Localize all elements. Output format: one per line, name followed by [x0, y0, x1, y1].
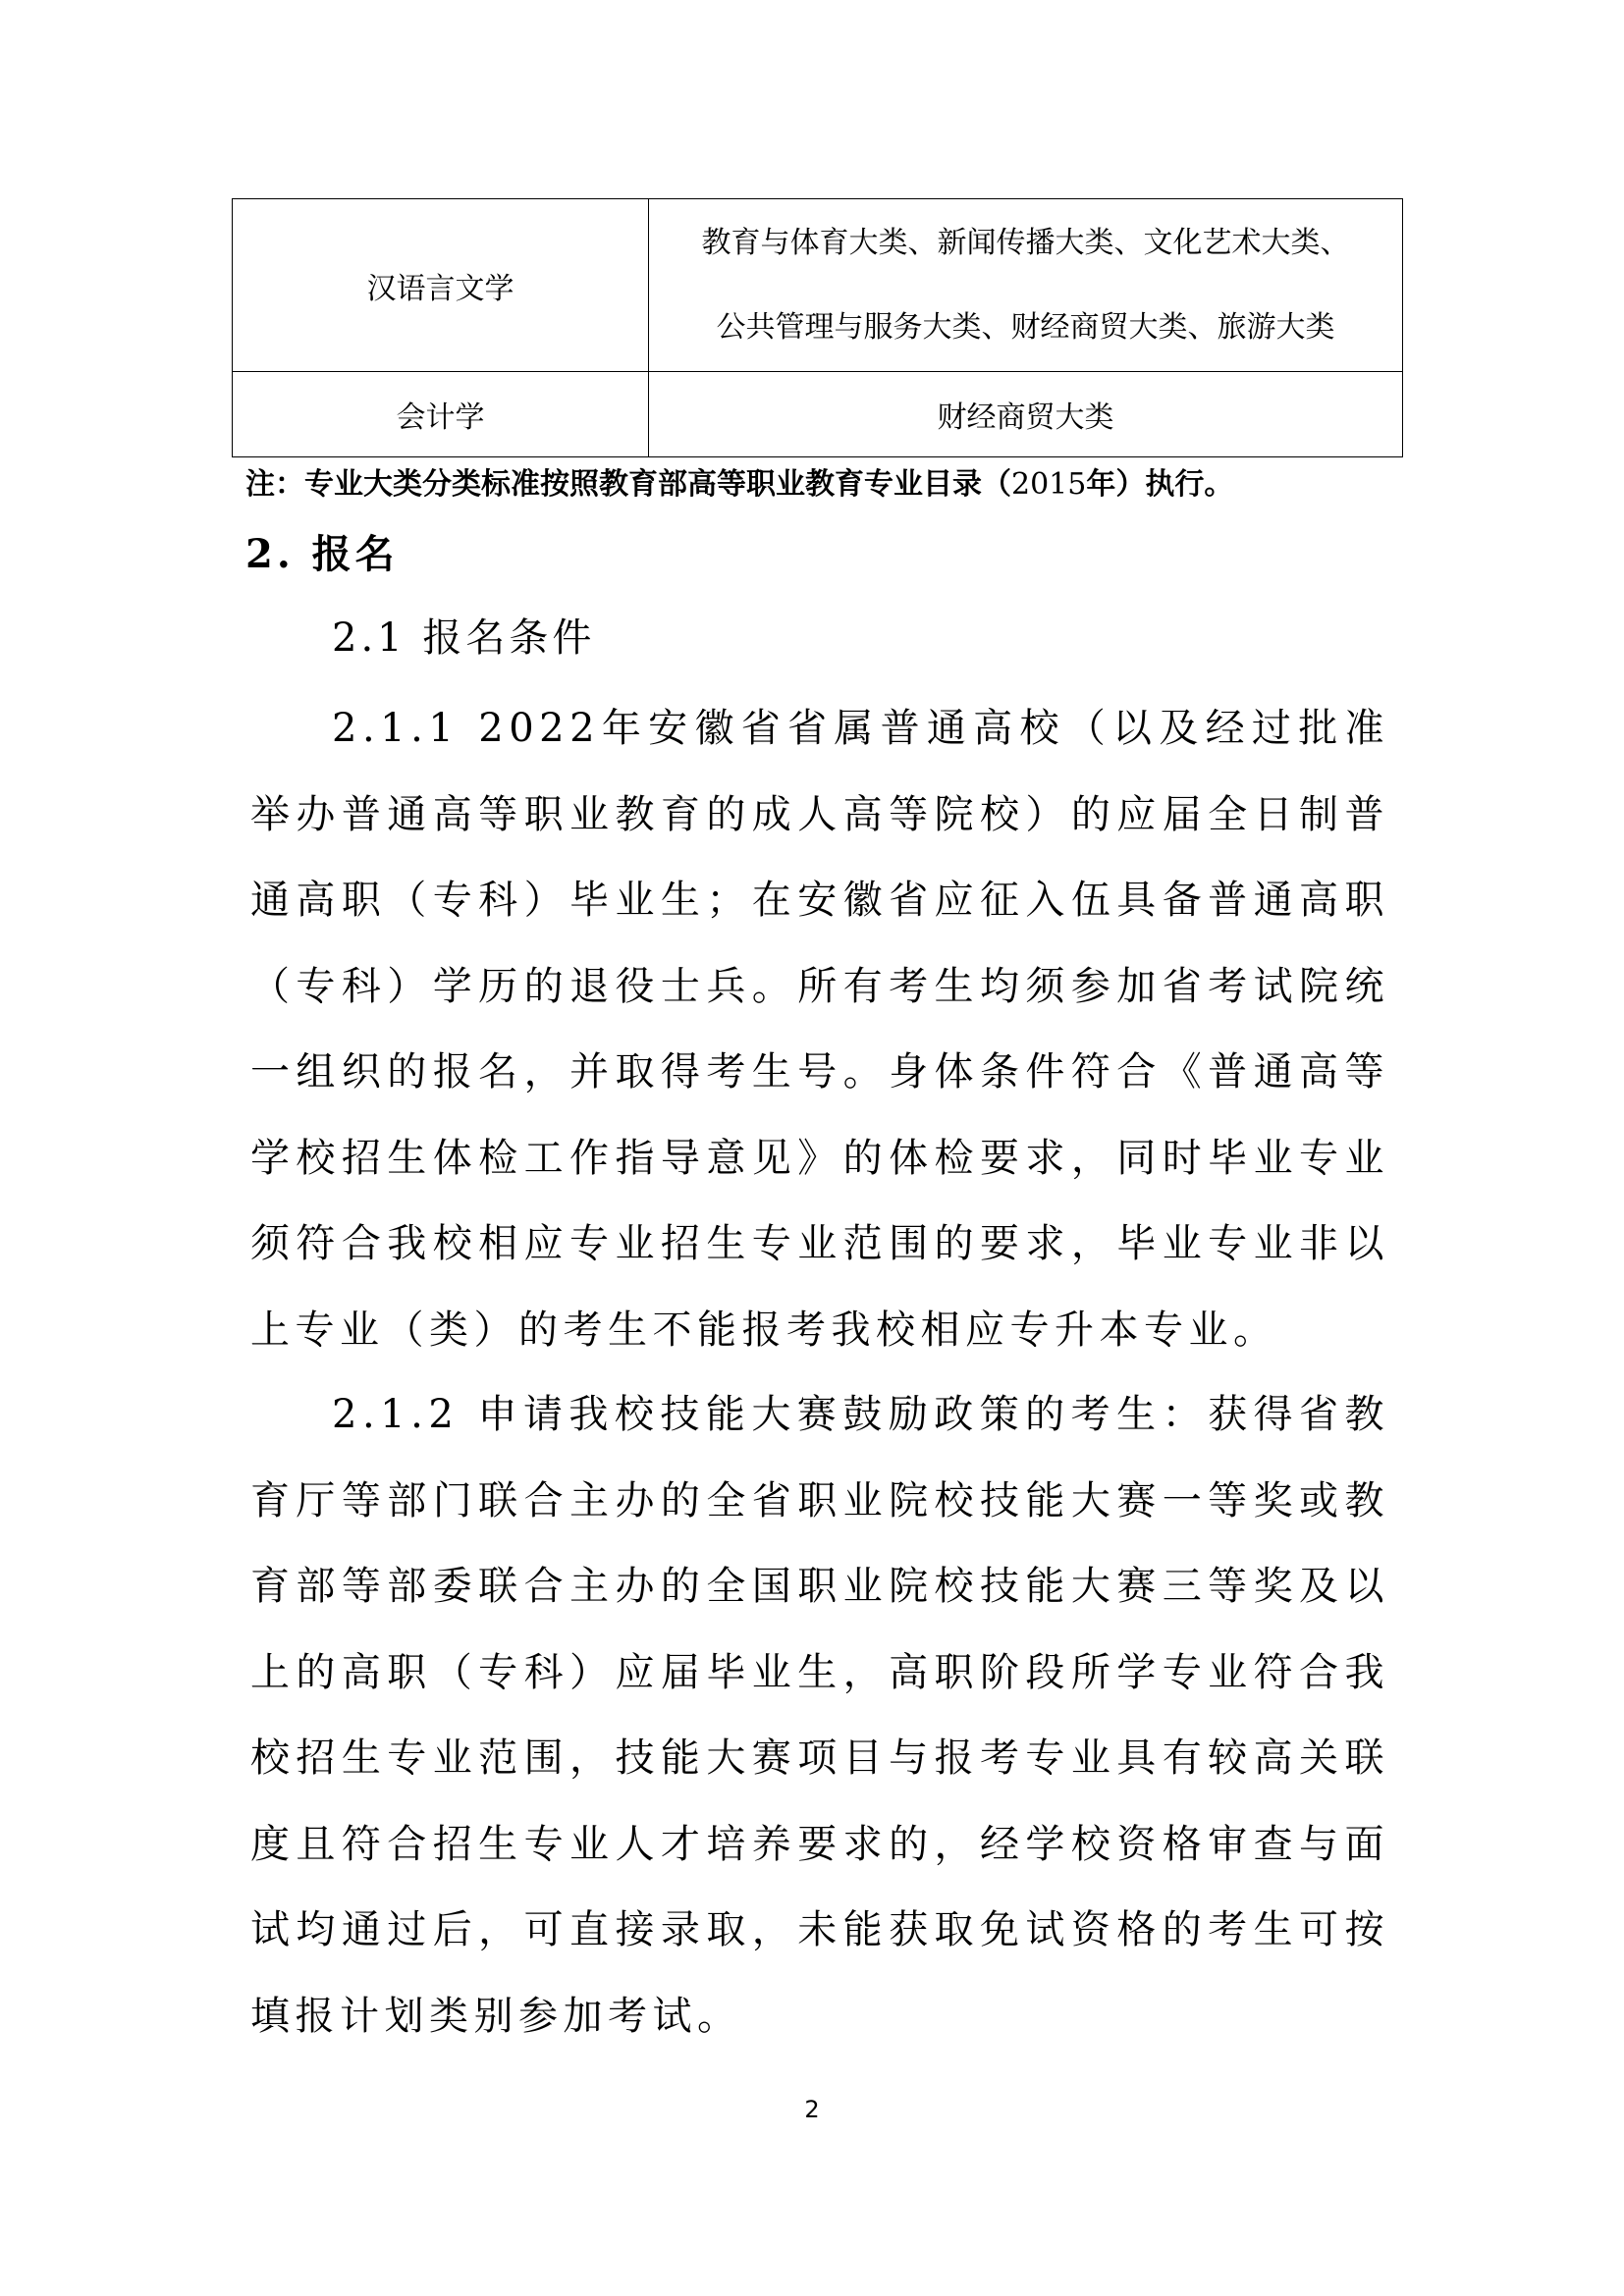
section-heading: 2. 报名 [245, 531, 399, 577]
table-row [233, 199, 1403, 372]
table-row [233, 372, 1403, 457]
note-year: 2015 [1011, 467, 1087, 502]
table-cell-major: 汉语言文学 [233, 199, 649, 372]
category-line: 教育与体育大类、新闻传播大类、文化艺术大类、 [701, 225, 1350, 260]
category-line: 公共管理与服务大类、财经商贸大类、旅游大类 [716, 309, 1335, 345]
table-cell-major: 会计学 [233, 372, 649, 457]
note-text-start: 注：专业大类分类标准按照教育部高等职业教育专业目录（ [245, 467, 1011, 502]
note-text-end: 年）执行。 [1086, 467, 1234, 502]
section-subheading: 2.1 报名条件 [332, 615, 596, 661]
table-cell-categories [649, 372, 1403, 457]
category-line: 财经商贸大类 [937, 400, 1114, 435]
table-cell-categories [649, 199, 1403, 372]
major-category-table [232, 198, 1403, 457]
paragraph: 2.1.1 2022年安徽省省属普通高校（以及经过批准举办普通高等职业教育的成人高等院校）的应届全日制普通高职（专科）毕业生；在安徽省应征入伍具备普通高职（专科）学历的退役士兵。所有考生均须参加省考试院统一组织的报名，并取得考生号。身体条件符合《普通高等学校招生体检工作指导意见》的体检要求，同时毕业专业须符合我校相应专业招生专业范围的要求，毕业专业非以上专业（类）的考生不能报考我校相应专升本专业。 [250, 706, 1389, 1353]
table-note [245, 461, 1233, 508]
paragraph: 2.1.2 申请我校技能大赛鼓励政策的考生：获得省教育厅等部门联合主办的全省职业院校技能大赛一等奖或教育部等部委联合主办的全国职业院校技能大赛三等奖及以上的高职（专科）应届毕业生，高职阶段所学专业符合我校招生专业范围，技能大赛项目与报考专业具有较高关联度且符合招生专业人才培养要求的，经学校资格审查与面试均通过后，可直接录取，未能获取免试资格的考生可按填报计划类别参加考试。 [250, 1392, 1389, 2039]
page-number: 2 [804, 2096, 820, 2123]
